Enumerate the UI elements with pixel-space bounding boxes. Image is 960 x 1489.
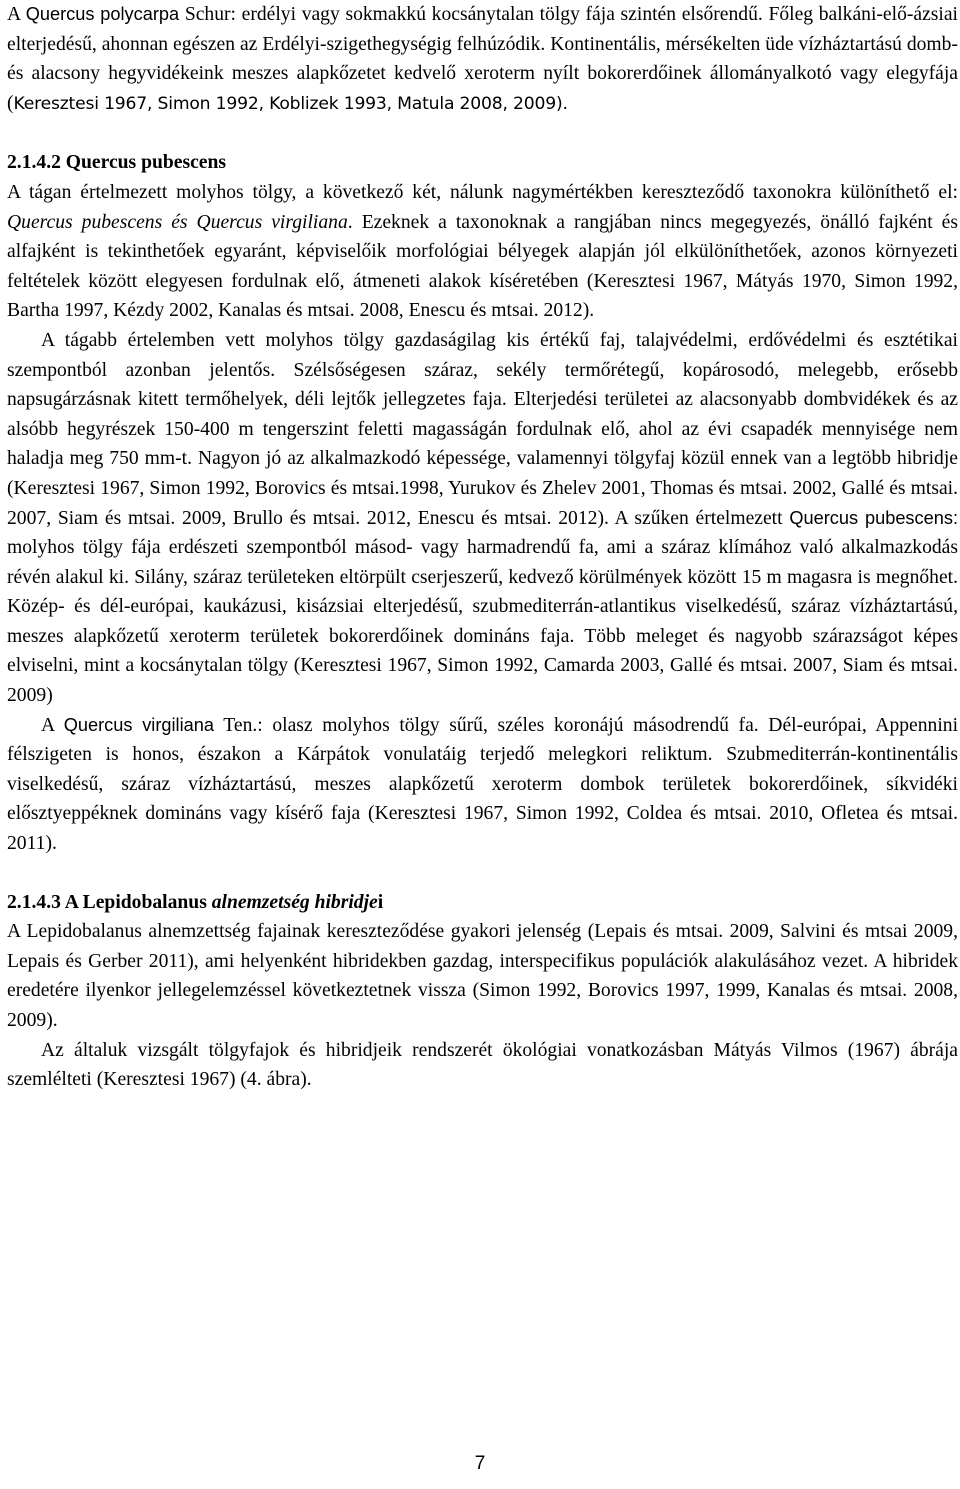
text-run: Ten.: olasz molyhos tölgy sűrű, széles koronájú másodrendű fa. Dél-európai, Appennini félszigeten is honos, északon a Kárpátok vonulatáig terjedő melegkori reliktum. Szubmediterrán-kontinentális viselkedésű, száraz vízháztartású, meszes alapkőzetű xeroterm dombok területek bokorerdőinek, síkvidéki elősztyeppéknek domináns vagy kísérő faja (Keresztesi 1967, Simon 1992, Coldea és mtsai. 2010, Ofletea és mtsai. 2011). [7,714,959,855]
paragraph-pubescens-intro [7,178,958,326]
text-run: molyhos tölgy fája erdészeti szempontból másod- vagy harmadrendű fa, ami a száraz klímához való alkalmazkodás révén alakul ki. Silány, száraz területeken eltörpült cserjeszerű, kedvező körülmények között 15 m magasra is megnőhet. Közép- és dél-európai, kaukázusi, kisázsiai elterjedésű, szubmediterrán-atlantikus viselkedésű, száraz vízháztartású, meszes alapkőzetű xeroterm területek bokorerdőinek domináns faja. Több meleget és nagyobb szárazságot képes elviselni, mint a kocsánytalan tölgy (Keresztesi 1967, Simon 1992, Camarda 2003, Gallé és mtsai. 2007, Siam és mtsai. 2009) [7,537,958,707]
paragraph-pubescens-details [7,326,958,711]
page-number: 7 [474,1453,486,1474]
species-names-italic: Quercus pubescens és Quercus virgiliana [7,211,348,233]
heading-text: 2.1.4.3 A Lepidobalanus [7,891,212,913]
species-name: Quercus pubescens: [789,507,958,528]
heading-text: i [377,891,384,913]
text-run: A tágan értelmezett molyhos tölgy, a következő két, nálunk nagymértékben kereszteződő taxonokra különíthető el: [7,181,958,203]
document-page [7,0,958,1095]
paragraph-quercus-virgiliana [7,711,958,859]
paragraph-quercus-polycarpa [7,0,958,119]
section-heading-2-1-4-2: 2.1.4.2 Quercus pubescens [7,152,227,174]
heading-italic: alnemzetség hibridje [211,891,378,913]
text-run: A [41,714,64,736]
paragraph-figure-reference: Az általuk vizsgált tölgyfajok és hibridjeik rendszerét ökológiai vonatkozásban Mátyás Vilmos (1967) ábrája szemlélteti (Keresztesi 1967) (4. ábra). [7,1039,958,1091]
species-name: Quercus polycarpa [25,4,180,24]
section-heading-2-1-4-3 [7,888,958,918]
text-run: Schur: erdélyi vagy sokmakkú kocsánytalan tölgy fája szintén elsőrendű. Főleg balkáni-elő-ázsiai elterjedésű, ahonnan egészen az Erdélyi-szigethegységig felhúzódik. Kontinentális, mérsékelten üde vízháztartású domb- és alacsony hegyvidékeink meszes alapkőzetet kedvelő xeroterm nyílt bokorerdőinek állományalkotó vagy elegyfája ( [7,4,958,114]
citation-run: Keresztesi 1967, Simon 1992, Koblizek 1993, Matula 2008, 2009). [13,93,568,114]
species-name: Quercus virgiliana [63,714,214,735]
spacer [7,859,958,888]
text-run: . Ezeknek a taxonoknak a rangjában nincs megegyezés, önálló fajként és alfajként is tekinthetőek egyaránt, képviselőik morfológiai bélyegek alapján jól elkülöníthetőek, azonos környezeti feltételek között elegyesen fordulnak elő, átmeneti alakok kíséretében (Keresztesi 1967, Mátyás 1970, Simon 1992, Bartha 1997, Kézdy 2002, Kanalas és mtsai. 2008, Enescu és mtsai. 2012). [7,211,958,322]
text-run: A [7,4,26,25]
spacer [7,119,958,148]
text-run: A tágabb értelemben vett molyhos tölgy gazdaságilag kis értékű faj, talajvédelmi, erdővédelmi és esztétikai szempontból azonban jelentős. Szélsőségesen száraz, sekély termőrétegű, kopárosodó, melegebb, erősebb napsugárzásnak kitett termőhelyek, déli lejtők jellegzetes faja. Elterjedési területei az alacsonyabb dombvidékek és az alsóbb hegyrészek 150-400 m tengerszint feletti magasságán fordulnak elő, ahol az évi csapadék mennyisége nem haladja meg 750 mm-t. Nagyon jó az alkalmazkodó képessége, valamennyi tölgyfaj közül ennek van a legtöbb hibridje (Keresztesi 1967, Simon 1992, Borovics és mtsai.1998, Yurukov és Zhelev 2001, Thomas és mtsai. 2002, Gallé és mtsai. 2007, Siam és mtsai. 2009, Brullo és mtsai. 2012, Enescu és mtsai. 2012). A szűken értelmezett [7,329,958,529]
paragraph-lepidobalanus-hybrids: A Lepidobalanus alnemzettség fajainak kereszteződése gyakori jelenség (Lepais és mtsai. 2009, Salvini és mtsai 2009, Lepais és Gerber 2011), ami helyenként hibridekben gazdag, interspecifikus populációk alakulásához vezet. A hibridek eredetére ilyenkor jellegelemzéssel következtetnek vissza (Simon 1992, Borovics 1997, 1999, Kanalas és mtsai. 2008, 2009). [7,921,958,1031]
